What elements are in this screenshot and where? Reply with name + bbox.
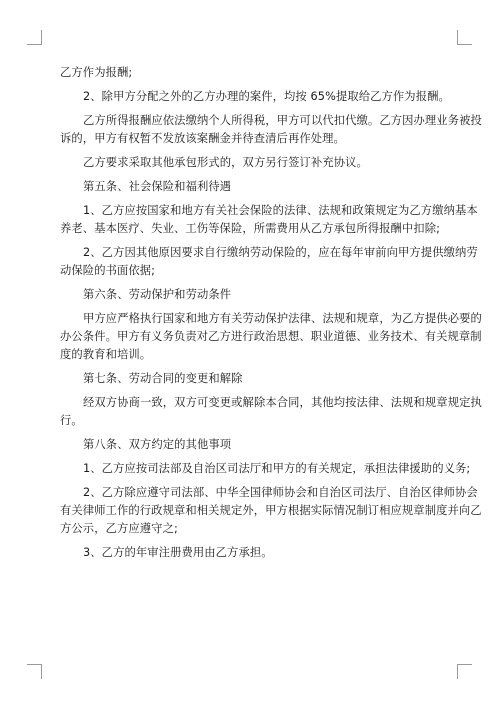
paragraph-line: 2、乙方除应遵守司法部、中华全国律师协会和自治区司法厅、自治区律师协会 xyxy=(83,486,478,499)
paragraph-line: 动保险的书面依据; xyxy=(60,264,156,277)
paragraph-line: 1、乙方应按司法部及自治区司法厅和甲方的有关规定，承担法律援助的义务; xyxy=(83,462,471,475)
document-body xyxy=(60,64,482,562)
paragraph-line: 度的教育和培训。 xyxy=(60,348,152,361)
paragraph-line: 方公示，乙方应遵守之; xyxy=(60,522,178,535)
crop-mark-top-left xyxy=(27,30,42,45)
crop-mark-top-right xyxy=(457,30,472,45)
paragraph-line: 1、乙方应按国家和地方有关社会保险的法律、法规和政策规定为乙方缴纳基本 xyxy=(83,204,478,217)
paragraph-line: 乙方所得报酬应依法缴纳个人所得税，甲方可以代扣代缴。乙方因办理业务被投 xyxy=(83,114,482,127)
crop-mark-bottom-left xyxy=(27,664,42,679)
section-heading: 第六条、劳动保护和劳动条件 xyxy=(83,288,232,301)
paragraph-line: 办公条件。甲方有义务负责对乙方进行政治思想、职业道德、业务技术、有关规章制 xyxy=(60,330,482,343)
paragraph-line: 行。 xyxy=(60,414,83,427)
paragraph-line: 甲方应严格执行国家和地方有关劳动保护法律、法规和规章，为乙方提供必要的 xyxy=(83,312,482,325)
paragraph-line: 养老、基本医疗、失业、工伤等保险，所需费用从乙方承包所得报酬中扣除; xyxy=(60,222,441,235)
paragraph-line: 乙方作为报酬; xyxy=(60,66,133,79)
paragraph-line: 经双方协商一致，双方可变更或解除本合同，其他均按法律、法规和规章规定执 xyxy=(83,396,482,409)
paragraph-line: 乙方要求采取其他承包形式的，双方另行签订补充协议。 xyxy=(83,156,368,169)
section-heading: 第八条、双方约定的其他事项 xyxy=(83,438,232,451)
section-heading: 第七条、劳动合同的变更和解除 xyxy=(83,372,243,385)
paragraph-line: 诉的，甲方有权暂不发放该案酬金并待查清后再作处理。 xyxy=(60,132,345,145)
paragraph-line: 2、乙方因其他原因要求自行缴纳劳动保险的，应在每年审前向甲方提供缴纳劳 xyxy=(83,246,478,259)
section-heading: 第五条、社会保险和福利待遇 xyxy=(83,180,232,193)
crop-mark-bottom-right xyxy=(457,664,472,679)
paragraph-line: 2、除甲方分配之外的乙方办理的案件，均按 65%提取给乙方作为报酬。 xyxy=(83,90,450,103)
paragraph-line: 有关律师工作的行政规章和相关规定外，甲方根据实际情况制订相应规章制度并向乙 xyxy=(60,504,482,517)
paragraph-line: 3、乙方的年审注册费用由乙方承担。 xyxy=(83,546,273,559)
